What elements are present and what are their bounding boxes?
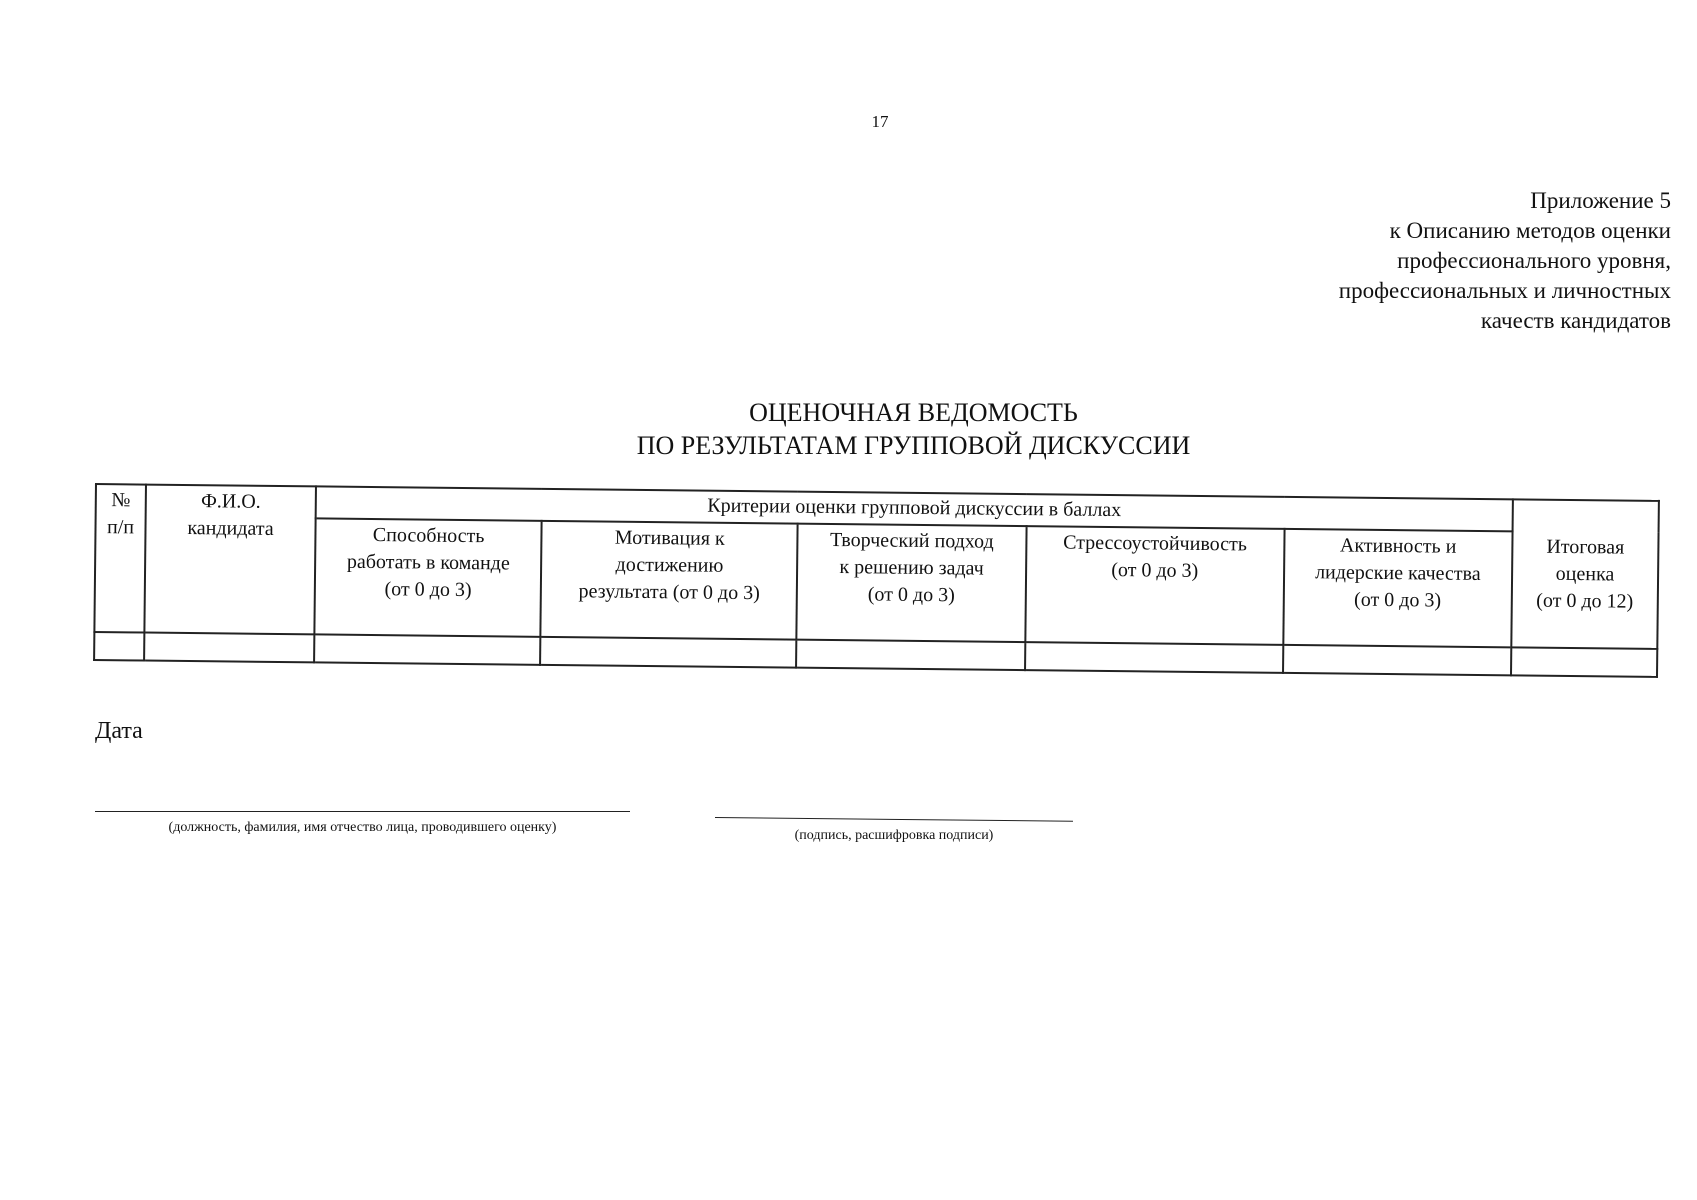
criteria-row <box>94 516 1658 649</box>
table-cell[interactable] <box>144 633 314 663</box>
header-criterion-teamwork <box>314 518 541 636</box>
header-text: (от 0 до 3) <box>867 583 955 607</box>
header-text: лидерские качества <box>1315 561 1481 585</box>
appendix-line: профессиональных и личностных <box>1338 278 1671 303</box>
date-label: Дата <box>95 718 143 744</box>
header-text: Мотивация к <box>614 526 725 550</box>
header-criterion-motivation <box>541 521 798 640</box>
table-cell[interactable] <box>796 640 1024 670</box>
header-number <box>94 484 146 633</box>
title-line-2: ПО РЕЗУЛЬТАТАМ ГРУППОВОЙ ДИСКУССИИ <box>636 431 1191 460</box>
table-cell[interactable] <box>1511 647 1657 677</box>
header-text: достижению <box>615 553 724 577</box>
header-text: оценка <box>1555 562 1615 585</box>
header-text: (от 0 до 12) <box>1536 589 1634 613</box>
header-text: работать в команде <box>346 550 510 575</box>
signature-line-sign <box>715 817 1073 822</box>
signature-caption-sign: (подпись, расшифровка подписи) <box>794 828 994 843</box>
header-text: п/п <box>106 516 135 539</box>
appendix-line: к Описанию методов оценки <box>1389 218 1671 243</box>
header-text: кандидата <box>187 517 274 540</box>
appendix-note <box>1339 186 1671 336</box>
table-cell[interactable] <box>1025 642 1283 673</box>
table-cell[interactable] <box>314 634 540 664</box>
header-criterion-creativity <box>797 524 1026 642</box>
header-text: (от 0 до 3) <box>384 578 472 602</box>
header-text: № <box>111 489 131 512</box>
header-text: Способность <box>372 524 485 548</box>
header-text: к решению задач <box>839 556 984 580</box>
header-text: Стрессоустойчивость <box>1063 531 1248 556</box>
header-text: результата (от 0 до 3) <box>578 580 760 605</box>
appendix-line: Приложение 5 <box>1530 188 1671 213</box>
page-number: 17 <box>871 112 889 131</box>
header-criteria-group: Критерии оценки групповой дискуссии в баллах <box>316 486 1513 531</box>
header-fio <box>144 485 316 635</box>
table-cell[interactable] <box>540 637 796 668</box>
appendix-line: профессионального уровня, <box>1397 248 1671 273</box>
header-criterion-leadership <box>1283 529 1512 647</box>
assessment-table <box>93 483 1660 678</box>
header-text: (от 0 до 3) <box>1353 588 1442 612</box>
document-title <box>0 396 1697 462</box>
appendix-line: качеств кандидатов <box>1480 308 1671 333</box>
table-cell[interactable] <box>94 632 144 661</box>
table-cell[interactable] <box>1283 645 1511 675</box>
signature-line-official <box>95 811 630 812</box>
header-text: Творческий подход <box>829 528 994 553</box>
header-text: Итоговая <box>1546 535 1625 559</box>
header-text: Активность и <box>1339 534 1457 558</box>
header-criterion-stress <box>1025 526 1284 645</box>
header-total <box>1511 499 1659 649</box>
header-text: (от 0 до 3) <box>1111 559 1199 582</box>
signature-caption-official: (должность, фамилия, имя отчество лица, проводившего оценку) <box>168 820 557 835</box>
header-text: Ф.И.О. <box>200 490 261 513</box>
title-line-1: ОЦЕНОЧНАЯ ВЕДОМОСТЬ <box>749 398 1078 427</box>
